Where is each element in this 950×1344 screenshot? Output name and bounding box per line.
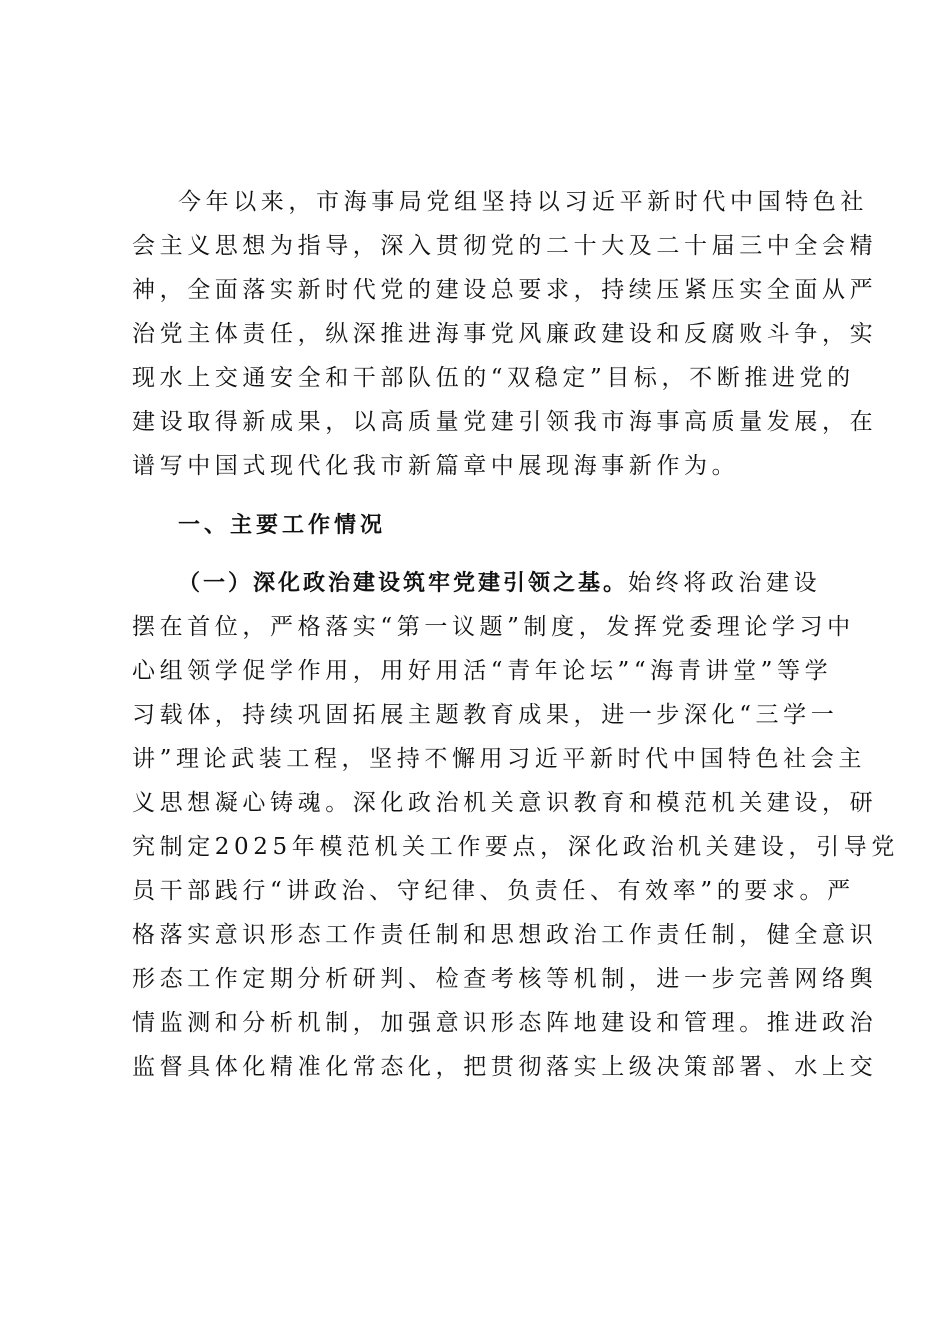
subsection-line-9: 形态工作定期分析研判、检查考核等机制，进一步完善网络舆 <box>132 966 878 992</box>
intro-line-5: 现水上交通安全和干部队伍的“双稳定”目标，不断推进党的 <box>132 365 855 391</box>
subsection-line-11: 监督具体化精准化常态化，把贯彻落实上级决策部署、水上交 <box>132 1054 878 1080</box>
subsection-title: （一）深化政治建设筑牢党建引领之基。 <box>178 571 629 596</box>
subsection-line-7: 员干部践行“讲政治、守纪律、负责任、有效率”的要求。严 <box>132 878 855 904</box>
subsection-first-line-rest: 始终将政治建设 <box>628 570 822 596</box>
section-heading: 一、主要工作情况 <box>178 513 387 538</box>
subsection-line-1: 摆在首位，严格落实“第一议题”制度，发挥党委理论学习中 <box>132 614 855 640</box>
subsection-line-2: 心组领学促学作用，用好用活“青年论坛”“海青讲堂”等学 <box>132 658 833 684</box>
intro-line-3: 神，全面落实新时代党的建设总要求，持续压紧压实全面从严 <box>132 277 878 303</box>
subsection-line-3: 习载体，持续巩固拓展主题教育成果，进一步深化“三学一 <box>132 702 839 728</box>
intro-line-6: 建设取得新成果，以高质量党建引领我市海事高质量发展，在 <box>132 409 878 435</box>
intro-line-2: 会主义思想为指导，深入贯彻党的二十大及二十届三中全会精 <box>132 233 878 259</box>
subsection-line-4: 讲”理论武装工程，坚持不懈用习近平新时代中国特色社会主 <box>132 746 866 772</box>
subsection-line-10: 情监测和分析机制，加强意识形态阵地建设和管理。推进政治 <box>132 1010 878 1036</box>
subsection-line-5: 义思想凝心铸魂。深化政治机关意识教育和模范机关建设，研 <box>132 790 878 816</box>
intro-line-4: 治党主体责任，纵深推进海事党风廉政建设和反腐败斗争，实 <box>132 321 878 347</box>
subsection-line-6: 究制定2025年模范机关工作要点，深化政治机关建设，引导党 <box>132 834 899 860</box>
intro-line-7: 谱写中国式现代化我市新篇章中展现海事新作为。 <box>132 453 740 479</box>
subsection-line-8: 格落实意识形态工作责任制和思想政治工作责任制，健全意识 <box>132 922 878 948</box>
subsection-first-line <box>178 566 821 600</box>
intro-line-1: 今年以来，市海事局党组坚持以习近平新时代中国特色社 <box>178 189 868 215</box>
